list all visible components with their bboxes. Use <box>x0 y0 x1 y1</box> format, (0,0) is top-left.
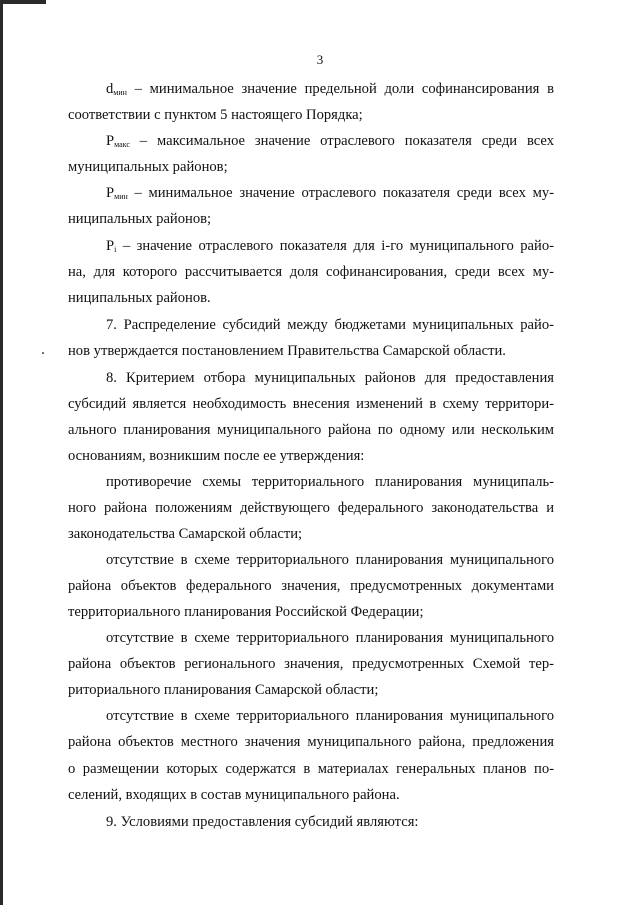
definition-p-max-line-2: муниципальных районов; <box>68 159 228 175</box>
definition-d-min-line-1: $d_{мин}$ – минимальное значение предельной доли софинансирования в <box>106 81 554 97</box>
criterion-3-line-1: отсутствие в схеме территориального планирования муниципального <box>106 630 554 646</box>
page-number: 3 <box>316 52 324 67</box>
criterion-2-line-2: района объектов федерального значения, предусмотренных документами <box>68 578 554 594</box>
paragraph-7-line-2: нов утверждается постановлением Правительства Самарской области. <box>68 343 506 359</box>
criterion-3-line-2: района объектов регионального значения, предусмотренных Схемой тер- <box>68 656 554 672</box>
symbol-d: d <box>106 81 114 97</box>
criterion-4-line-2: района объектов местного значения муниципального района, предложения <box>68 734 554 750</box>
criterion-2-line-1: отсутствие в схеме территориального планирования муниципального <box>106 552 554 568</box>
paragraph-7-line-1: 7. Распределение субсидий между бюджетами муниципальных райо- <box>106 317 554 333</box>
criterion-3-line-3: риториального планирования Самарской области; <box>68 682 379 698</box>
symbol-p: P <box>106 238 115 254</box>
symbol-p: P <box>106 185 115 201</box>
criterion-4-line-3: о размещении которых содержатся в материалах генеральных планов по- <box>68 761 554 777</box>
paragraph-8-line-3: ального планирования муниципального района по одному или нескольким <box>68 422 554 438</box>
definition-p-min-line-2: ниципальных районов; <box>68 211 212 227</box>
scan-border-left <box>0 0 3 905</box>
paragraph-8-line-1: 8. Критерием отбора муниципальных районов для предоставления <box>106 370 554 386</box>
paragraph-8-line-2: субсидий является необходимость внесения изменений в схему территори- <box>68 396 554 412</box>
definition-p-i-line-3: ниципальных районов. <box>68 290 211 306</box>
paragraph-9-line-1: 9. Условиями предоставления субсидий являются: <box>106 814 419 830</box>
criterion-1-line-1: противоречие схемы территориального планирования муниципаль- <box>106 474 554 490</box>
criterion-2-line-3: территориального планирования Российской Федерации; <box>68 604 424 620</box>
definition-p-i-line-1: $P_i$ – значение отраслевого показателя для i-го муниципального райо- <box>106 238 554 254</box>
definition-p-min-line-1: $P_{мин}$ – минимальное значение отраслевого показателя среди всех му- <box>106 185 554 201</box>
subscript-min: мин <box>113 88 127 97</box>
paragraph-8-line-4: основаниям, возникшим после ее утверждения: <box>68 448 365 464</box>
scan-border-top <box>0 0 46 4</box>
criterion-1-line-2: ного района положениям действующего федерального законодательства и <box>68 500 554 516</box>
scan-speck <box>42 352 44 354</box>
criterion-4-line-4: селений, входящих в состав муниципального района. <box>68 787 400 803</box>
subscript-min: мин <box>114 192 128 201</box>
subscript-max: макс <box>114 140 130 149</box>
definition-p-i-line-2: на, для которого рассчитывается доля софинансирования, среди всех му- <box>68 264 554 280</box>
subscript-i: i <box>114 245 117 254</box>
criterion-4-line-1: отсутствие в схеме территориального планирования муниципального <box>106 708 554 724</box>
definition-d-min-line-2: соответствии с пунктом 5 настоящего Порядка; <box>68 107 363 123</box>
symbol-p: P <box>106 133 115 149</box>
definition-p-max-line-1: $P_{макс}$ – максимальное значение отраслевого показателя среди всех <box>106 133 554 149</box>
criterion-1-line-3: законодательства Самарской области; <box>68 526 303 542</box>
